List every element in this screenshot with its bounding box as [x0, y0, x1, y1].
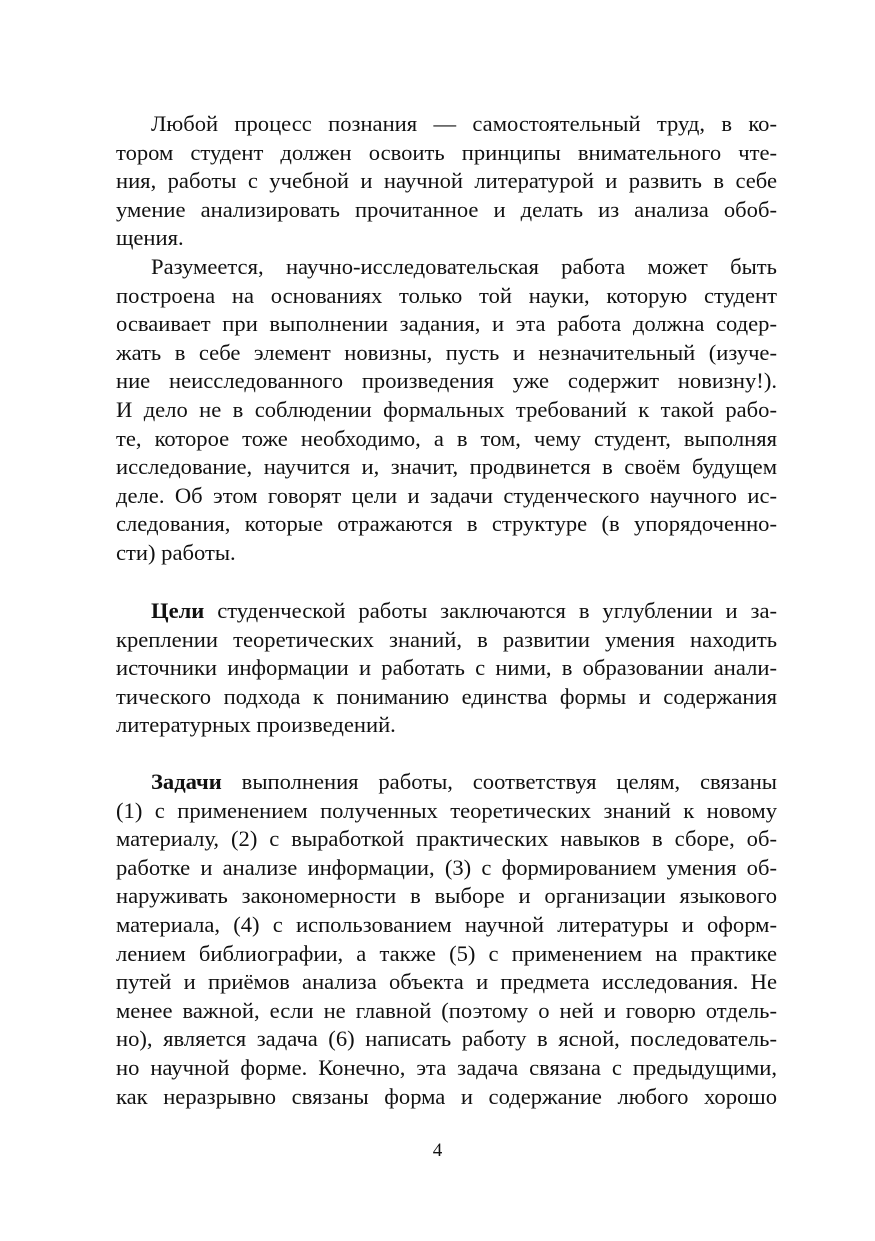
bold-term-goals: Цели — [151, 598, 205, 623]
text-line: щения. — [116, 225, 184, 251]
text-line: литературных произведений. — [116, 712, 396, 738]
text-line: источники информации и работать с ними, в образовании анали- — [116, 655, 777, 681]
text-line — [116, 768, 777, 797]
text-line: работке и анализе информации, (3) с формированием умения об- — [116, 854, 777, 880]
text-line: осваивает при выполнении задания, и эта работа должна содер- — [116, 311, 777, 337]
paragraph-3-goals — [116, 597, 777, 740]
text-line: креплении теоретических знаний, в развитии умения находить — [116, 626, 777, 652]
text-line: деле. Об этом говорят цели и задачи студенческого научного ис- — [116, 482, 777, 508]
text-line: (1) с применением полученных теоретических знаний к новому — [116, 797, 777, 823]
text-line: но), является задача (6) написать работу в ясной, последователь- — [116, 1026, 777, 1052]
text-line: ние неисследованного произведения уже содержит новизну!). — [116, 368, 777, 394]
text-line: путей и приёмов анализа объекта и предмета исследования. Не — [116, 969, 777, 995]
text-fragment: выполнения работы, соответствуя целям, связаны — [221, 769, 777, 794]
text-line: менее важной, если не главной (поэтому о ней и говорю отдель- — [116, 997, 777, 1023]
text-line: построена на основаниях только той науки, которую студент — [116, 282, 777, 308]
text-line: те, которое тоже необходимо, а в том, чему студент, выполняя — [116, 425, 777, 451]
text-line: но научной форме. Конечно, эта задача связана с предыдущими, — [116, 1054, 777, 1080]
text-line: как неразрывно связаны форма и содержание любого хорошо — [116, 1083, 777, 1109]
paragraph-4-tasks — [116, 768, 777, 1111]
text-line — [116, 597, 777, 626]
text-fragment: студенческой работы заключаются в углублении и за- — [204, 598, 777, 623]
bold-term-tasks: Задачи — [151, 769, 222, 794]
text-line: тического подхода к пониманию единства формы и содержания — [116, 683, 777, 709]
paragraph-2 — [116, 253, 777, 568]
text-line: ния, работы с учебной и научной литературой и развить в себе — [116, 168, 777, 194]
text-line: наруживать закономерности в выборе и организации языкового — [116, 883, 777, 909]
page-number: 4 — [432, 1140, 443, 1161]
text-line: Разумеется, научно-исследовательская работа может быть — [151, 254, 777, 279]
text-line: следования, которые отражаются в структуре (в упорядоченно- — [116, 511, 777, 537]
text-line: лением библиографии, а также (5) с применением на практике — [116, 940, 777, 966]
text-line: умение анализировать прочитанное и делать из анализа обоб- — [116, 196, 777, 222]
text-line: тором студент должен освоить принципы внимательного чте- — [116, 139, 777, 165]
text-line: жать в себе элемент новизны, пусть и незначительный (изуче- — [116, 339, 777, 365]
text-line: сти) работы. — [116, 539, 236, 565]
text-line: материалу, (2) с выработкой практических навыков в сборе, об- — [116, 826, 777, 852]
text-line: И дело не в соблюдении формальных требований к такой рабо- — [116, 396, 777, 422]
text-line: материала, (4) с использованием научной литературы и оформ- — [116, 911, 777, 937]
text-line: Любой процесс познания — самостоятельный труд, в ко- — [151, 111, 777, 136]
text-line: исследование, научится и, значит, продвинется в своём будущем — [116, 454, 777, 480]
paragraph-1 — [116, 110, 777, 253]
